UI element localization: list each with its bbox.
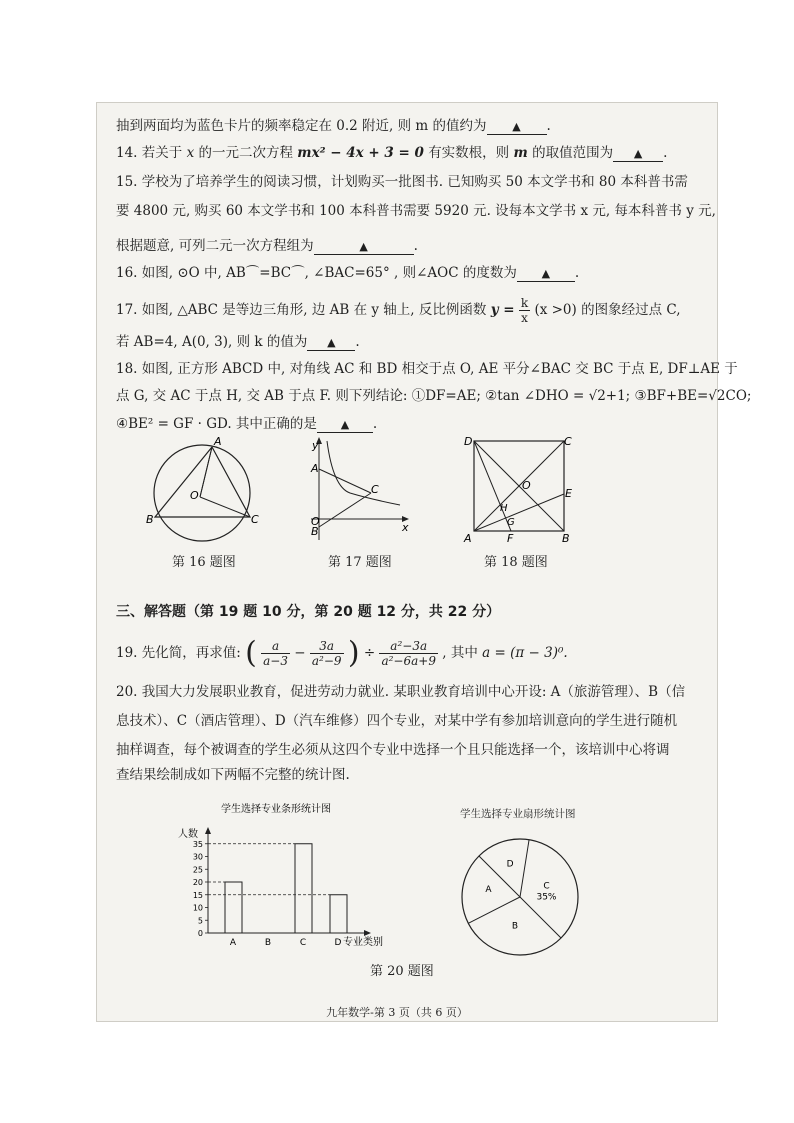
q19-f3-num: a²−3a xyxy=(379,639,438,654)
q14-var-m: m xyxy=(513,145,528,161)
q19-f2-den: a²−9 xyxy=(311,654,342,668)
blank-mark: ▲ xyxy=(327,336,336,349)
bar-category-C: C xyxy=(299,938,307,948)
q14-text-a: 14. 若关于 xyxy=(116,145,183,161)
q14-var-x: x xyxy=(186,145,195,161)
fig18-label-h: H xyxy=(500,503,508,514)
page-footer: 九年数学-第 3 页（共 6 页） xyxy=(326,1006,468,1019)
fig17-label-b: B xyxy=(311,525,319,538)
q17-function: y = xyxy=(490,302,515,318)
period: . xyxy=(574,265,580,281)
bar-chart-bars xyxy=(225,844,347,933)
blank-mark: ▲ xyxy=(359,240,368,253)
q17-frac-num: k xyxy=(520,296,529,310)
question-15-line-3 xyxy=(116,236,418,256)
bar-y-tick-label: 10 xyxy=(192,903,203,913)
fig20-caption: 第 20 题图 xyxy=(370,964,434,979)
period: . xyxy=(663,145,668,161)
pie-label-C: C xyxy=(543,881,550,892)
bar-chart xyxy=(168,800,408,950)
q19-divide: ÷ xyxy=(363,645,376,661)
pie-value-C: 35% xyxy=(536,892,557,903)
blank-mark: ▲ xyxy=(340,418,350,431)
q17-text-a: 17. 如图, △ABC 是等边三角形, 边 AB 在 y 轴上, 反比例函数 xyxy=(116,302,487,318)
period: . xyxy=(413,238,418,254)
bar-y-tick-label: 30 xyxy=(192,852,203,862)
period: . xyxy=(546,118,551,134)
period: . xyxy=(355,334,360,350)
question-15-line-1: 15. 学校为了培养学生的阅读习惯，计划购买一批图书. 已知购买 50 本文学书和 80 本科普书需 xyxy=(116,174,688,190)
figure-16 xyxy=(140,435,265,545)
pie-divider-B xyxy=(520,897,561,938)
answer-blank-13[interactable] xyxy=(487,119,547,135)
question-15-line-2: 要 4800 元, 购买 60 本文学书和 100 本科普书需要 5920 元. 设每本文学书 x 元, 每本科普书 y 元, xyxy=(116,203,716,219)
pie-label-D: D xyxy=(506,859,514,870)
fig16-label-c: C xyxy=(251,513,259,526)
bar-chart-ticks xyxy=(193,840,208,938)
fig16-caption: 第 16 题图 xyxy=(172,555,236,570)
answer-blank-16[interactable] xyxy=(517,266,575,282)
bar-x-arrow xyxy=(364,930,371,936)
question-18-line-3 xyxy=(116,414,377,434)
answer-blank-18[interactable] xyxy=(317,417,373,433)
bar-chart-xlabel: 专业类别 xyxy=(343,937,383,948)
answer-blank-17[interactable] xyxy=(307,335,355,351)
q19-f2-num: 3a xyxy=(310,639,344,654)
right-paren: ) xyxy=(347,635,360,671)
bar-y-tick-label: 20 xyxy=(192,878,203,887)
fig18-label-d: D xyxy=(464,435,473,448)
fig18-label-b: B xyxy=(562,532,570,545)
pie-divider-A xyxy=(468,897,520,923)
bar-y-tick-label: 0 xyxy=(197,929,203,938)
fig17-label-x: x xyxy=(402,521,409,534)
bar-y-tick-label: 5 xyxy=(197,916,203,926)
q19-fraction-1 xyxy=(261,639,290,668)
fig17-label-a: A xyxy=(311,462,319,475)
bar-C xyxy=(295,844,312,933)
fig16-label-o: O xyxy=(190,489,199,502)
q19-minus: − xyxy=(294,645,306,661)
period: . xyxy=(372,416,378,432)
fig18-caption: 第 18 题图 xyxy=(484,555,548,570)
fig18-label-c: C xyxy=(564,435,572,448)
bar-y-arrow xyxy=(205,827,211,834)
fig17-label-c: C xyxy=(371,483,379,496)
q19-f1-num: a xyxy=(261,639,290,654)
bar-y-tick-label: 15 xyxy=(192,890,203,900)
bar-chart-categories xyxy=(230,938,342,948)
bar-chart-title: 学生选择专业条形统计图 xyxy=(221,804,331,815)
q19-fraction-3 xyxy=(379,639,438,668)
question-18-line-2: 点 G, 交 AC 于点 H, 交 AB 于点 F. 则下列结论: ①DF=AE; ②tan ∠DHO = √2+1; ③BF+BE=√2CO; xyxy=(116,388,752,404)
pie-label-B: B xyxy=(511,921,519,932)
question-19 xyxy=(116,636,568,670)
pie-label-A: A xyxy=(485,885,492,896)
fig18-label-e: E xyxy=(565,487,572,500)
answer-blank-15[interactable] xyxy=(314,239,414,255)
blank-mark: ▲ xyxy=(512,120,521,133)
fig18-label-o: O xyxy=(522,479,531,492)
pie-chart-title: 学生选择专业扇形统计图 xyxy=(460,808,576,820)
q14-text-c: 有实数根，则 xyxy=(428,145,510,161)
blank-mark: ▲ xyxy=(633,147,643,160)
fig18-label-g: G xyxy=(507,517,515,528)
q13-tail xyxy=(116,116,551,136)
question-14 xyxy=(116,143,667,163)
fig16-label-b: B xyxy=(146,513,154,526)
bar-category-B: B xyxy=(264,938,272,948)
question-18-line-1: 18. 如图, 正方形 ABCD 中, 对角线 AC 和 BD 相交于点 O, AE 平分∠BAC 交 BC 于点 E, DF⊥AE 于 xyxy=(116,361,738,377)
section-3-heading: 三、解答题（第 19 题 10 分，第 20 题 12 分，共 22 分） xyxy=(116,604,501,620)
question-20-line-4: 查结果绘制成如下两幅不完整的统计图. xyxy=(116,767,350,783)
bar-chart-ylabel: 人数 xyxy=(178,829,198,840)
q19-condition: a = (π − 3)⁰. xyxy=(482,645,568,661)
bar-y-tick-label: 35 xyxy=(192,839,203,849)
fig18-label-a: A xyxy=(464,532,472,545)
q19-fraction-2 xyxy=(310,639,344,668)
q17-fraction xyxy=(519,296,530,325)
pie-divider-C xyxy=(520,840,529,897)
q16-text: 16. 如图, ⊙O 中, AB⌒=BC⌒, ∠BAC=65° , 则∠AOC 的度数为 xyxy=(116,265,517,281)
q14-text-b: 的一元二次方程 xyxy=(198,145,293,161)
fig17-caption: 第 17 题图 xyxy=(328,555,392,570)
q19-f1-den: a−3 xyxy=(263,654,288,668)
left-paren: ( xyxy=(245,635,257,671)
q19-prefix: 19. 先化简，再求值: xyxy=(116,645,241,661)
blank-mark: ▲ xyxy=(541,267,551,280)
q19-suffix: , 其中 xyxy=(442,645,478,661)
pie-labels xyxy=(485,860,557,932)
question-20-line-1: 20. 我国大力发展职业教育，促进劳动力就业. 某职业教育培训中心开设: A（旅游管理）、B（信 xyxy=(116,684,686,700)
q17-frac-den: x xyxy=(521,311,528,325)
q14-text-d: 的取值范围为 xyxy=(532,145,614,161)
q19-f3-den: a²−6a+9 xyxy=(381,654,436,668)
question-20-line-2: 息技术）、C（酒店管理）、D（汽车维修）四个专业，对某中学有参加培训意向的学生进行随机 xyxy=(116,713,678,729)
q13-text: 抽到两面均为蓝色卡片的频率稳定在 0.2 附近, 则 m 的值约为 xyxy=(116,118,487,134)
question-20-line-3: 抽样调查，每个被调查的学生必须从这四个专业中选择一个且只能选择一个，该培训中心将调 xyxy=(116,742,670,758)
q17-text: 若 AB=4, A(0, 3), 则 k 的值为 xyxy=(116,334,308,350)
q15-text: 根据题意, 可列二元一次方程组为 xyxy=(116,238,314,254)
bar-y-tick-label: 25 xyxy=(192,865,203,875)
fig17-label-y: y xyxy=(312,439,319,452)
fig17-label-o: O xyxy=(311,515,320,528)
bar-category-A: A xyxy=(229,938,237,948)
figure-18 xyxy=(462,433,577,545)
bar-D xyxy=(330,895,347,933)
fig18-label-f: F xyxy=(507,532,514,545)
fig16-label-a: A xyxy=(214,435,222,448)
bar-category-D: D xyxy=(334,938,342,948)
question-17-line-1 xyxy=(116,296,681,325)
question-16 xyxy=(116,263,579,283)
pie-chart xyxy=(455,832,585,962)
figure-17 xyxy=(305,435,415,545)
question-17-line-2 xyxy=(116,332,360,352)
q14-equation: mx² − 4x + 3 = 0 xyxy=(297,145,424,161)
q18-text: ④BE² = GF · GD. 其中正确的是 xyxy=(116,416,317,432)
q17-text-b: (x >0) 的图象经过点 C, xyxy=(534,302,681,318)
answer-blank-14[interactable] xyxy=(613,146,663,162)
bar-A xyxy=(225,882,242,933)
